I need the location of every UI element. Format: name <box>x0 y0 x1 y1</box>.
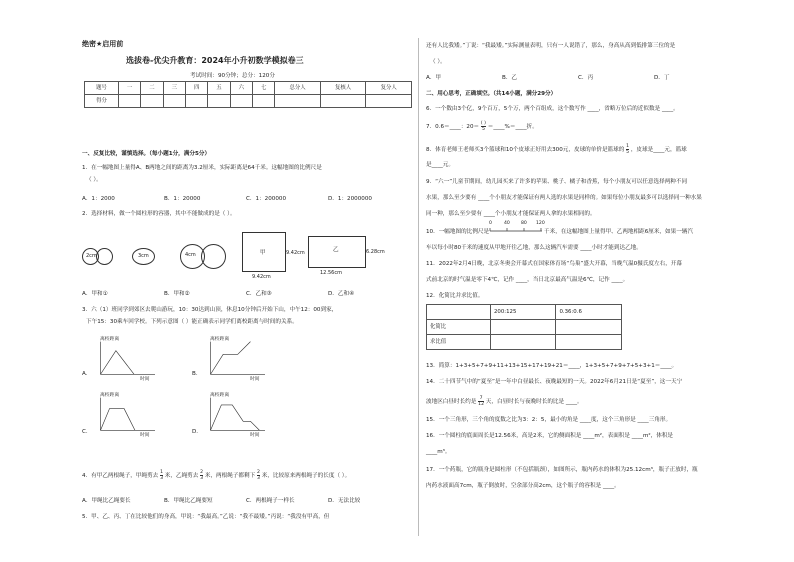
score-header: 题号 <box>85 82 119 95</box>
q4-fraction-2: $\frac{2}{3}$ <box>200 470 204 481</box>
q8-text-2: 是____元。 <box>426 162 454 168</box>
secret-label: 绝密★启用前 <box>82 40 124 48</box>
ratio-row-label: 化简比 <box>427 320 491 335</box>
graph-b-ylabel: 离校距离 <box>210 337 230 342</box>
ratio-col-1: 200:125 <box>490 305 556 320</box>
rect-jia-label: 甲 <box>260 250 266 256</box>
graph-b-label: B. <box>192 371 198 377</box>
q5-text: 5．甲、乙、丙、丁在比较他们的身高，甲说：“我最高。”乙说：“我不最矮。”丙说：“我没有甲高，但 <box>82 514 330 520</box>
q15-text: 15．一个三角形，三个角的度数之比为3：2：5，最小的角是 ____度，这个三角形是 ____三角形。 <box>426 417 672 423</box>
scale-tick-120: 120 <box>536 221 545 226</box>
q10-text-3: 车以每小时80千米的速度从甲地开往乙地，那么这辆汽车需要 ____小时才能到达乙地。 <box>426 245 642 251</box>
q5-blank: （ ）。 <box>430 59 446 65</box>
score-header: 复核人 <box>320 82 366 95</box>
exam-info: 考试时间：90分钟；总分：120分 <box>190 73 275 79</box>
exam-title: 选拔卷-优尖升教育：2024年小升初数学模拟卷三 <box>126 56 304 65</box>
rect-yi-height: 6.28cm <box>366 249 385 255</box>
graph-d-label: D. <box>192 429 199 435</box>
score-header: 三 <box>163 82 185 95</box>
graph-a <box>90 338 160 378</box>
graph-b-xlabel: 时间 <box>250 377 260 382</box>
graph-c <box>90 394 160 434</box>
q10-text-2: 千米，在这幅地图上量得甲、乙两地相距6厘米，如果一辆汽 <box>544 229 693 235</box>
circle-3b <box>201 244 226 269</box>
q5-option-d: D．丁 <box>654 75 670 81</box>
q14-text: 14．二十四节气中的“夏至”是一年中白昼最长、夜晚最短的一天。2022年6月21日是“夏至”，这一天宁 <box>426 379 683 385</box>
graph-c-label: C. <box>82 429 88 435</box>
q2-option-d: D．乙和④ <box>328 291 355 297</box>
q4-fraction-3: $\frac{2}{3}$ <box>257 470 260 481</box>
q4-text: 4．有甲乙两根绳子，甲绳剪去 $\frac{1}{3}$ 米，乙绳剪去 $\frac{2}{3}$ 米，两根绳子都剩下 $\frac{2}{3}$ 米，比较原来两根绳子的长度（ ）。 <box>82 470 351 481</box>
ratio-col-2: 0.36:0.6 <box>556 305 622 320</box>
q17-text: 17．一个药瓶，它的瓶身是圆柱形（不包括瓶颈），如图所示，瓶内药水的体积为25.12cm³，瓶子正放时，瓶 <box>426 467 698 473</box>
ratio-row-label: 求比值 <box>427 335 491 350</box>
column-divider <box>418 38 419 536</box>
circle-2-label: 3cm <box>138 253 149 259</box>
graph-a-xlabel: 时间 <box>140 377 150 382</box>
score-header: 四 <box>185 82 207 95</box>
score-header: 七 <box>253 82 275 95</box>
q12-text: 12．化简比并求比值。 <box>426 293 484 299</box>
score-header: 一 <box>118 82 140 95</box>
answer-cell[interactable] <box>556 335 622 350</box>
rect-jia-width: 9.42cm <box>252 274 271 280</box>
q10-text: 10．一幅地图的比例尺是 <box>426 229 490 235</box>
scale-tick-0: 0 <box>489 221 492 226</box>
q1-option-d: D．1：2000000 <box>328 196 372 202</box>
q9-text-2: 水果，那么至少要有 ____个小朋友才能保证有两人选的水果是同样的。如果每位小朋友最多可以选择同一种水果 <box>426 195 702 201</box>
ratio-table <box>426 304 622 350</box>
q14-fraction: $\frac{7}{12}$ <box>478 396 484 407</box>
graph-d-ylabel: 离校距离 <box>210 393 230 398</box>
graph-c-xlabel: 时间 <box>140 433 150 438</box>
q1-option-b: B．1：20000 <box>164 196 201 202</box>
q2-option-a: A．甲和① <box>82 291 108 297</box>
q8-text: 8．体育老师王老师买3个篮球和10个皮球正好用去300元，皮球的单价是篮球的 $\frac{1}{5}$ ，皮球是____元，篮球 <box>426 144 687 155</box>
q5-option-c: C．丙 <box>578 75 594 81</box>
q6-text: 6．一个数由3个亿，9个百万，5个万，两个百组成，这个数写作 ____，省略万位后的近似数是 ____。 <box>426 106 679 112</box>
rect-jia-height: 9.42cm <box>286 250 305 256</box>
q1-text: 1．在一幅地图上量得A、B两地之间的距离为3.2厘米，实际距离是64千米。这幅地图的比例尺是 <box>82 165 322 171</box>
q2-option-b: B．甲和② <box>164 291 190 297</box>
q5-text-2: 还有人比我矮。”丁说：“我最矮。”实际测量表明，只有一人说错了，那么，身高从高到低排第三位的是 <box>426 43 676 49</box>
q4-fraction-1: $\frac{1}{3}$ <box>160 470 163 481</box>
q9-text: 9．“六一”儿童节期间，幼儿园买来了许多的苹果、桃子、橘子和香蕉，每个小朋友可以任意选择两种不同 <box>426 179 688 185</box>
q17-text-2: 内药水液面高7cm，瓶子倒放时，空余部分高2cm，这个瓶子的容积是 ____。 <box>426 483 620 489</box>
graph-b <box>200 338 270 378</box>
answer-cell[interactable] <box>490 320 556 335</box>
q1-blank: （ ）。 <box>86 177 102 183</box>
q16-text: 16．一个圆柱的底面周长是12.56米，高是2米，它的侧面积是 ____m²，表面积是 ____m²，体积是 <box>426 433 674 439</box>
graph-a-label: A. <box>82 371 88 377</box>
score-header: 复分人 <box>366 82 412 95</box>
circle-3-label: 4cm <box>185 252 196 258</box>
exam-page <box>70 38 746 536</box>
q13-text: 13．简算：1+3+5+7+9+11+13+15+17+19+21＝____，1+3+5+7+9+7+5+3+1＝____。 <box>426 363 678 369</box>
rect-yi-width: 12.56cm <box>320 270 342 276</box>
q9-text-3: 同一种，那么至少要有 ____个小朋友才能保证两人拿的水果相同的。 <box>426 211 596 217</box>
graph-c-ylabel: 离校距离 <box>100 393 120 398</box>
graph-d-xlabel: 时间 <box>250 433 260 438</box>
ratio-row-simplify <box>427 320 622 335</box>
score-header: 五 <box>208 82 230 95</box>
q11-text-2: 式前北京的时气温是零下4℃，记作 ____，当日北京最高气温是6℃，记作 ____。 <box>426 277 629 283</box>
score-table <box>84 81 412 108</box>
q1-option-a: A．1：2000 <box>82 196 115 202</box>
graph-a-ylabel: 离校距离 <box>100 337 120 342</box>
ratio-row-value <box>427 335 622 350</box>
q7-fraction: ( ) 5 <box>480 121 486 132</box>
q4-option-d: D．无法比较 <box>328 498 361 504</box>
scale-tick-80: 80 <box>521 221 527 226</box>
score-header: 六 <box>230 82 252 95</box>
q1-option-c: C．1：200000 <box>246 196 287 202</box>
score-header: 二 <box>141 82 163 95</box>
graph-d <box>200 394 270 434</box>
section2-heading: 二、用心思考，正确填空。（共14小题，满分29分） <box>426 91 557 97</box>
q2-text: 2．选择材料，做一个圆柱形的容器，其中不能做成的是（ ）。 <box>82 211 236 217</box>
rect-yi-label: 乙 <box>333 247 339 253</box>
q4-option-b: B．甲绳比乙绳要短 <box>164 498 213 504</box>
q3-text: 3．六（1）班同学到郊区去爬山游玩，10：30达到山顶，休息10分钟后开始下山，中午12：00到家， <box>82 307 338 313</box>
q8-fraction: $\frac{1}{5}$ <box>626 144 630 155</box>
circle-1b <box>96 248 113 265</box>
q16-text-2: ____m³。 <box>426 449 451 455</box>
q11-text: 11．2022年2月4日晚，北京冬奥会开幕式在国家体育场“鸟巢”盛大开幕，当晚气温0摄氏度左右，开幕 <box>426 261 682 267</box>
score-header: 总分人 <box>275 82 321 95</box>
score-row-label: 得分 <box>85 95 119 108</box>
q5-option-b: B．乙 <box>502 75 518 81</box>
q3-text-2: 下午15：30乘车回学校。下列示意图（ ）能正确表示同学们离校距离与时间的关系。 <box>86 319 298 325</box>
q14-text-2: 波地区白昼时长约是 $\frac{7}{12}$ 天，白昼时长与夜晚时长的比是 ____。 <box>426 396 583 407</box>
answer-cell[interactable] <box>490 335 556 350</box>
q5-option-a: A．甲 <box>426 75 442 81</box>
score-row <box>85 95 412 108</box>
q4-option-c: C．两根绳子一样长 <box>246 498 295 504</box>
circle-1-label: 2cm <box>86 253 97 259</box>
answer-cell[interactable] <box>556 320 622 335</box>
q4-option-a: A．甲绳比乙绳要长 <box>82 498 131 504</box>
ratio-header-row <box>427 305 622 320</box>
score-header-row <box>85 82 412 95</box>
q2-option-c: C．乙和③ <box>246 291 272 297</box>
section1-heading: 一、反复比较，谨慎选择。（每小题1分，满分5分） <box>82 151 211 157</box>
scale-tick-40: 40 <box>504 221 510 226</box>
q7-text: 7．0.6＝____：20＝ ( ) 5 ＝____%＝____折。 <box>426 121 538 132</box>
